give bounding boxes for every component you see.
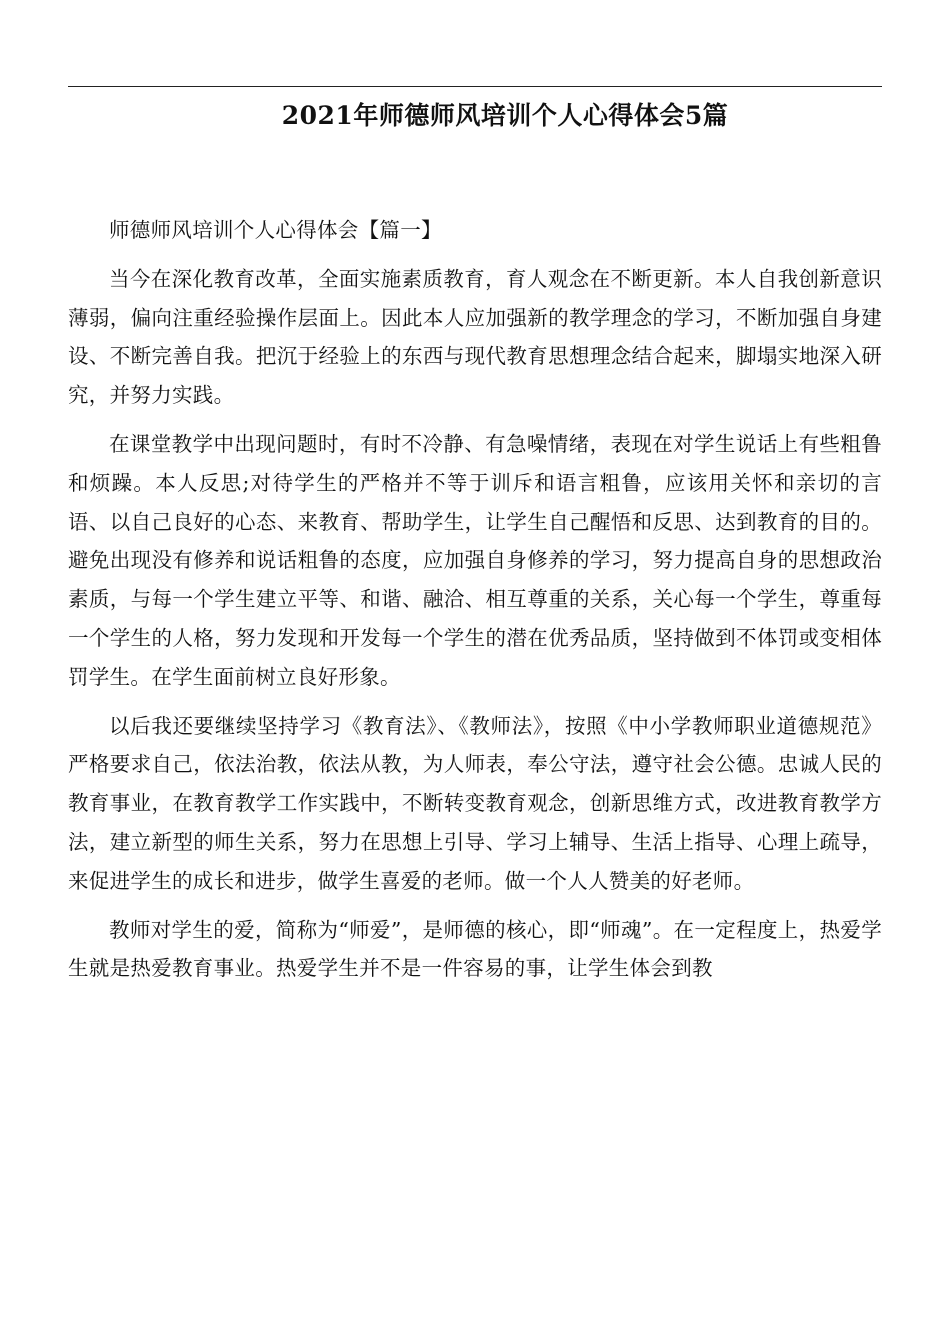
document-title: 2021年师德师风培训个人心得体会5篇 <box>281 101 729 130</box>
section-heading: 师德师风培训个人心得体会【篇一】 <box>109 218 442 242</box>
paragraph-4: 教师对学生的爱，简称为“师爱”，是师德的核心，即“师魂”。在一定程度上，热爱学生就是热爱教育事业。热爱学生并不是一件容易的事，让学生体会到教 <box>68 917 882 981</box>
header-rule <box>68 86 882 87</box>
paragraph-1: 当今在深化教育改革，全面实施素质教育，育人观念在不断更新。本人自我创新意识薄弱，偏向注重经验操作层面上。因此本人应加强新的教学理念的学习，不断加强自身建设、不断完善自我。把沉于经验上的东西与现代教育思想理念结合起来，脚塌实地深入研究，并努力实践。 <box>68 266 882 408</box>
paragraph-2: 在课堂教学中出现问题时，有时不冷静、有急噪情绪，表现在对学生说话上有些粗鲁和烦躁。本人反思;对待学生的严格并不等于训斥和语言粗鲁，应该用关怀和亲切的言语、以自己良好的心态、来教育、帮助学生，让学生自己醒悟和反思、达到教育的目的。避免出现没有修养和说话粗鲁的态度，应加强自身修养的学习，努力提高自身的思想政治素质，与每一个学生建立平等、和谐、融洽、相互尊重的关系，关心每一个学生，尊重每一个学生的人格，努力发现和开发每一个学生的潜在优秀品质，坚持做到不体罚或变相体罚学生。在学生面前树立良好形象。 <box>68 431 882 689</box>
paragraph-3: 以后我还要继续坚持学习《教育法》、《教师法》，按照《中小学教师职业道德规范》严格要求自己，依法治教，依法从教，为人师表，奉公守法，遵守社会公德。忠诚人民的教育事业，在教育教学工作实践中，不断转变教育观念，创新思维方式，改进教育教学方法，建立新型的师生关系，努力在思想上引导、学习上辅导、生活上指导、心理上疏导，来促进学生的成长和进步，做学生喜爱的老师。做一个人人赞美的好老师。 <box>68 713 882 893</box>
document-body <box>68 211 882 998</box>
